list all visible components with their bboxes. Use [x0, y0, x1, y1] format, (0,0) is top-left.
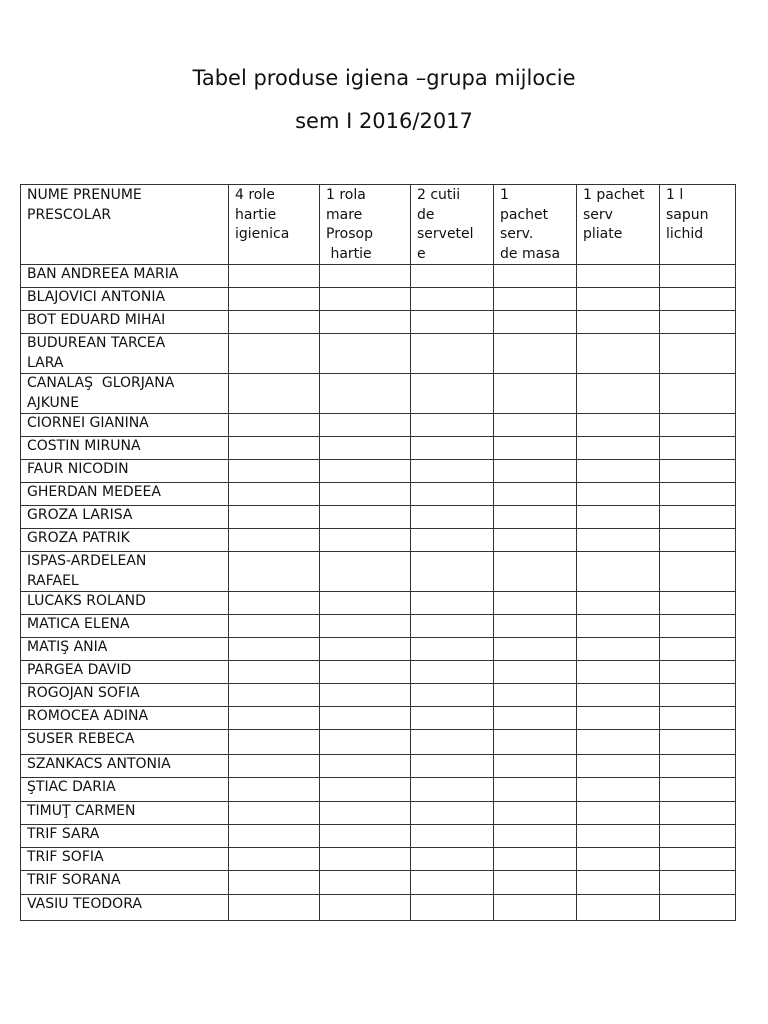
student-name-line: LUCAKS ROLAND — [27, 593, 146, 609]
table-row — [21, 615, 736, 638]
product-check-cell[interactable] — [577, 707, 660, 730]
product-check-cell[interactable] — [494, 552, 577, 592]
student-name-line: RAFAEL — [27, 572, 79, 589]
student-name-cell — [21, 506, 229, 529]
column-header-line: lichid — [666, 226, 704, 242]
column-header-line: e — [417, 245, 426, 262]
student-name-cell — [21, 755, 229, 778]
product-check-cell[interactable] — [494, 483, 577, 506]
column-header-line: pliate — [583, 226, 623, 242]
product-check-cell[interactable] — [660, 730, 736, 755]
student-name-line: TRIF SOFIA — [27, 849, 104, 865]
column-header-line: sapun — [666, 206, 709, 223]
product-check-cell[interactable] — [411, 615, 494, 638]
page-title: Tabel produse igiena –grupa mijlocie — [192, 66, 576, 90]
product-check-cell[interactable] — [320, 848, 411, 871]
column-header — [494, 185, 577, 265]
table-row — [21, 506, 736, 529]
product-check-cell[interactable] — [494, 661, 577, 684]
student-name-cell — [21, 825, 229, 848]
column-header-line: servetel — [417, 226, 474, 242]
column-header-line: NUME PRENUME — [27, 187, 142, 203]
product-check-cell[interactable] — [577, 483, 660, 506]
product-check-cell[interactable] — [577, 638, 660, 661]
product-check-cell[interactable] — [411, 707, 494, 730]
student-name-line: SUSER REBECA — [27, 731, 135, 747]
student-name-line: GROZA LARISA — [27, 507, 133, 523]
product-check-cell[interactable] — [494, 802, 577, 825]
product-check-cell[interactable] — [660, 707, 736, 730]
table-row — [21, 684, 736, 707]
product-check-cell[interactable] — [320, 334, 411, 374]
column-header — [229, 185, 320, 265]
product-check-cell[interactable] — [229, 265, 320, 288]
product-check-cell[interactable] — [411, 437, 494, 460]
table-row — [21, 778, 736, 802]
product-check-cell[interactable] — [411, 529, 494, 552]
product-check-cell[interactable] — [660, 848, 736, 871]
product-check-cell[interactable] — [660, 755, 736, 778]
product-check-cell[interactable] — [229, 552, 320, 592]
table-row — [21, 483, 736, 506]
student-name-line: ŞTIAC DARIA — [27, 779, 116, 795]
product-check-cell[interactable] — [577, 437, 660, 460]
product-check-cell[interactable] — [320, 895, 411, 921]
column-header-line: hartie — [235, 206, 277, 223]
student-name-cell — [21, 615, 229, 638]
column-header-line: de masa — [500, 245, 561, 262]
product-check-cell[interactable] — [660, 552, 736, 592]
product-check-cell[interactable] — [320, 288, 411, 311]
column-header-line: 4 role — [235, 187, 275, 203]
student-name-line: PARGEA DAVID — [27, 662, 132, 678]
table-row — [21, 730, 736, 755]
product-check-cell[interactable] — [660, 529, 736, 552]
product-check-cell[interactable] — [577, 615, 660, 638]
student-name-cell — [21, 311, 229, 334]
student-name-cell — [21, 552, 229, 592]
product-check-cell[interactable] — [320, 374, 411, 414]
product-check-cell[interactable] — [577, 529, 660, 552]
table-row — [21, 661, 736, 684]
hygiene-products-table — [20, 184, 736, 921]
product-check-cell[interactable] — [411, 778, 494, 802]
table-row — [21, 592, 736, 615]
product-check-cell[interactable] — [411, 414, 494, 437]
student-name-cell — [21, 374, 229, 414]
product-check-cell[interactable] — [494, 638, 577, 661]
student-name-line: MATIŞ ANIA — [27, 639, 108, 655]
product-check-cell[interactable] — [320, 483, 411, 506]
table-row — [21, 802, 736, 825]
student-name-cell — [21, 334, 229, 374]
product-check-cell[interactable] — [229, 334, 320, 374]
product-check-cell[interactable] — [411, 802, 494, 825]
product-check-cell[interactable] — [494, 755, 577, 778]
column-header — [577, 185, 660, 265]
student-name-line: SZANKACS ANTONIA — [27, 756, 171, 772]
product-check-cell[interactable] — [660, 661, 736, 684]
product-check-cell[interactable] — [494, 506, 577, 529]
product-check-cell[interactable] — [660, 592, 736, 615]
student-name-line: GROZA PATRIK — [27, 530, 130, 546]
student-name-line: GHERDAN MEDEEA — [27, 484, 161, 500]
product-check-cell[interactable] — [229, 529, 320, 552]
student-name-cell — [21, 437, 229, 460]
product-check-cell[interactable] — [229, 684, 320, 707]
column-header-line: 1 pachet — [583, 187, 645, 203]
product-check-cell[interactable] — [411, 638, 494, 661]
product-check-cell[interactable] — [577, 288, 660, 311]
product-check-cell[interactable] — [229, 414, 320, 437]
product-check-cell[interactable] — [411, 552, 494, 592]
product-check-cell[interactable] — [411, 334, 494, 374]
product-check-cell[interactable] — [577, 730, 660, 755]
product-check-cell[interactable] — [660, 288, 736, 311]
product-check-cell[interactable] — [411, 288, 494, 311]
product-check-cell[interactable] — [660, 414, 736, 437]
product-check-cell[interactable] — [577, 414, 660, 437]
student-name-line: ISPAS-ARDELEAN — [27, 553, 147, 569]
product-check-cell[interactable] — [494, 684, 577, 707]
table-row — [21, 334, 736, 374]
product-check-cell[interactable] — [411, 483, 494, 506]
student-name-cell — [21, 529, 229, 552]
product-check-cell[interactable] — [660, 437, 736, 460]
column-header-line: serv — [583, 206, 613, 223]
product-check-cell[interactable] — [660, 895, 736, 921]
column-header-line: igienica — [235, 226, 290, 242]
product-check-cell[interactable] — [660, 265, 736, 288]
table-row — [21, 529, 736, 552]
table-row — [21, 895, 736, 921]
product-check-cell[interactable] — [320, 437, 411, 460]
product-check-cell[interactable] — [494, 414, 577, 437]
product-check-cell[interactable] — [494, 265, 577, 288]
product-check-cell[interactable] — [320, 730, 411, 755]
product-check-cell[interactable] — [229, 848, 320, 871]
product-check-cell[interactable] — [229, 638, 320, 661]
table-row — [21, 288, 736, 311]
table-row — [21, 755, 736, 778]
student-name-cell — [21, 871, 229, 895]
product-check-cell[interactable] — [494, 311, 577, 334]
product-check-cell[interactable] — [411, 265, 494, 288]
product-check-cell[interactable] — [320, 265, 411, 288]
product-check-cell[interactable] — [577, 684, 660, 707]
student-name-cell — [21, 684, 229, 707]
column-header — [21, 185, 229, 265]
column-header-line: serv. — [500, 226, 534, 242]
table-row — [21, 311, 736, 334]
student-name-cell — [21, 661, 229, 684]
product-check-cell[interactable] — [229, 825, 320, 848]
product-check-cell[interactable] — [577, 506, 660, 529]
column-header — [411, 185, 494, 265]
product-check-cell[interactable] — [320, 506, 411, 529]
product-check-cell[interactable] — [577, 848, 660, 871]
student-name-line: CIORNEI GIANINA — [27, 415, 149, 431]
column-header-line: 1 rola — [326, 187, 366, 203]
product-check-cell[interactable] — [229, 288, 320, 311]
table-row — [21, 552, 736, 592]
student-name-cell — [21, 707, 229, 730]
product-check-cell[interactable] — [411, 730, 494, 755]
column-header-line: Prosop — [326, 226, 373, 242]
student-name-cell — [21, 848, 229, 871]
student-name-line: BAN ANDREEA MARIA — [27, 266, 179, 282]
table-row — [21, 638, 736, 661]
table-row — [21, 374, 736, 414]
student-name-cell — [21, 802, 229, 825]
product-check-cell[interactable] — [660, 334, 736, 374]
product-check-cell[interactable] — [411, 895, 494, 921]
student-name-cell — [21, 638, 229, 661]
student-name-line: FAUR NICODIN — [27, 461, 129, 477]
column-header-line: 1 l — [666, 187, 684, 203]
product-check-cell[interactable] — [229, 871, 320, 895]
product-check-cell[interactable] — [660, 374, 736, 414]
product-check-cell[interactable] — [577, 825, 660, 848]
product-check-cell[interactable] — [320, 661, 411, 684]
student-name-cell — [21, 414, 229, 437]
product-check-cell[interactable] — [229, 802, 320, 825]
student-name-cell — [21, 895, 229, 921]
student-name-cell — [21, 730, 229, 755]
product-check-cell[interactable] — [411, 825, 494, 848]
product-check-cell[interactable] — [494, 895, 577, 921]
product-check-cell[interactable] — [411, 871, 494, 895]
product-check-cell[interactable] — [577, 334, 660, 374]
product-check-cell[interactable] — [494, 529, 577, 552]
product-check-cell[interactable] — [494, 592, 577, 615]
product-check-cell[interactable] — [229, 311, 320, 334]
column-header — [660, 185, 736, 265]
product-check-cell[interactable] — [229, 661, 320, 684]
product-check-cell[interactable] — [660, 460, 736, 483]
product-check-cell[interactable] — [320, 684, 411, 707]
table-body — [21, 265, 736, 921]
product-check-cell[interactable] — [494, 460, 577, 483]
product-check-cell[interactable] — [494, 288, 577, 311]
product-check-cell[interactable] — [660, 311, 736, 334]
product-check-cell[interactable] — [229, 707, 320, 730]
product-check-cell[interactable] — [320, 755, 411, 778]
product-check-cell[interactable] — [411, 460, 494, 483]
product-check-cell[interactable] — [660, 506, 736, 529]
student-name-line: BLAJOVICI ANTONIA — [27, 289, 166, 305]
product-check-cell[interactable] — [660, 483, 736, 506]
student-name-line: BUDUREAN TARCEA — [27, 335, 166, 351]
student-name-line: BOT EDUARD MIHAI — [27, 312, 166, 328]
table-row — [21, 460, 736, 483]
product-check-cell[interactable] — [577, 871, 660, 895]
product-check-cell[interactable] — [494, 374, 577, 414]
product-check-cell[interactable] — [320, 825, 411, 848]
student-name-line: LARA — [27, 354, 64, 371]
product-check-cell[interactable] — [411, 684, 494, 707]
product-check-cell[interactable] — [660, 684, 736, 707]
product-check-cell[interactable] — [320, 414, 411, 437]
product-check-cell[interactable] — [320, 460, 411, 483]
product-check-cell[interactable] — [320, 529, 411, 552]
product-check-cell[interactable] — [229, 755, 320, 778]
product-check-cell[interactable] — [660, 825, 736, 848]
product-check-cell[interactable] — [229, 506, 320, 529]
product-check-cell[interactable] — [229, 615, 320, 638]
product-check-cell[interactable] — [494, 707, 577, 730]
product-check-cell[interactable] — [320, 871, 411, 895]
product-check-cell[interactable] — [577, 755, 660, 778]
student-name-cell — [21, 592, 229, 615]
product-check-cell[interactable] — [494, 334, 577, 374]
product-check-cell[interactable] — [660, 638, 736, 661]
product-check-cell[interactable] — [229, 778, 320, 802]
product-check-cell[interactable] — [411, 755, 494, 778]
table-row — [21, 437, 736, 460]
product-check-cell[interactable] — [494, 615, 577, 638]
product-check-cell[interactable] — [411, 592, 494, 615]
product-check-cell[interactable] — [494, 778, 577, 802]
student-name-line: VASIU TEODORA — [27, 896, 142, 912]
product-check-cell[interactable] — [320, 592, 411, 615]
student-name-cell — [21, 460, 229, 483]
product-check-cell[interactable] — [577, 460, 660, 483]
table-row — [21, 825, 736, 848]
product-check-cell[interactable] — [660, 802, 736, 825]
product-check-cell[interactable] — [229, 460, 320, 483]
product-check-cell[interactable] — [320, 311, 411, 334]
product-check-cell[interactable] — [320, 778, 411, 802]
product-check-cell[interactable] — [411, 506, 494, 529]
product-check-cell[interactable] — [494, 871, 577, 895]
student-name-cell — [21, 265, 229, 288]
product-check-cell[interactable] — [577, 778, 660, 802]
product-check-cell[interactable] — [320, 802, 411, 825]
student-name-line: TRIF SARA — [27, 826, 100, 842]
product-check-cell[interactable] — [577, 895, 660, 921]
column-header-line: 1 — [500, 187, 509, 203]
table-row — [21, 848, 736, 871]
product-check-cell[interactable] — [494, 730, 577, 755]
product-check-cell[interactable] — [577, 592, 660, 615]
product-check-cell[interactable] — [577, 552, 660, 592]
product-check-cell[interactable] — [229, 483, 320, 506]
product-check-cell[interactable] — [577, 265, 660, 288]
product-check-cell[interactable] — [229, 374, 320, 414]
product-check-cell[interactable] — [660, 778, 736, 802]
product-check-cell[interactable] — [411, 374, 494, 414]
student-name-line: ROMOCEA ADINA — [27, 708, 149, 724]
product-check-cell[interactable] — [577, 374, 660, 414]
student-name-cell — [21, 778, 229, 802]
product-check-cell[interactable] — [320, 615, 411, 638]
product-check-cell[interactable] — [229, 592, 320, 615]
product-check-cell[interactable] — [320, 707, 411, 730]
product-check-cell[interactable] — [577, 661, 660, 684]
product-check-cell[interactable] — [320, 638, 411, 661]
page-subtitle: sem I 2016/2017 — [295, 109, 473, 133]
table-row — [21, 414, 736, 437]
product-check-cell[interactable] — [660, 615, 736, 638]
student-name-cell — [21, 483, 229, 506]
product-check-cell[interactable] — [577, 311, 660, 334]
product-check-cell[interactable] — [411, 311, 494, 334]
product-check-cell[interactable] — [411, 661, 494, 684]
product-check-cell[interactable] — [229, 437, 320, 460]
product-check-cell[interactable] — [494, 825, 577, 848]
student-name-line: MATICA ELENA — [27, 616, 130, 632]
product-check-cell[interactable] — [494, 848, 577, 871]
student-name-line: CANALAŞ GLORJANA — [27, 375, 175, 391]
table-row — [21, 707, 736, 730]
column-header-line: hartie — [326, 245, 372, 262]
student-name-line: AJKUNE — [27, 394, 80, 411]
product-check-cell[interactable] — [494, 437, 577, 460]
product-check-cell[interactable] — [660, 871, 736, 895]
student-name-line: TIMUŢ CARMEN — [27, 803, 136, 819]
product-check-cell[interactable] — [411, 848, 494, 871]
table-row — [21, 265, 736, 288]
column-header-line: pachet — [500, 206, 549, 223]
student-name-line: COSTIN MIRUNA — [27, 438, 141, 454]
table-row — [21, 871, 736, 895]
student-name-line: ROGOJAN SOFIA — [27, 685, 140, 701]
column-header-line: de — [417, 206, 435, 223]
product-check-cell[interactable] — [577, 802, 660, 825]
product-check-cell[interactable] — [320, 552, 411, 592]
product-check-cell[interactable] — [229, 895, 320, 921]
column-header-line: 2 cutii — [417, 187, 461, 203]
student-name-line: TRIF SORANA — [27, 872, 121, 888]
column-header-line: PRESCOLAR — [27, 206, 112, 223]
table-header-row — [21, 185, 736, 265]
column-header-line: mare — [326, 206, 363, 223]
student-name-cell — [21, 288, 229, 311]
column-header — [320, 185, 411, 265]
product-check-cell[interactable] — [229, 730, 320, 755]
